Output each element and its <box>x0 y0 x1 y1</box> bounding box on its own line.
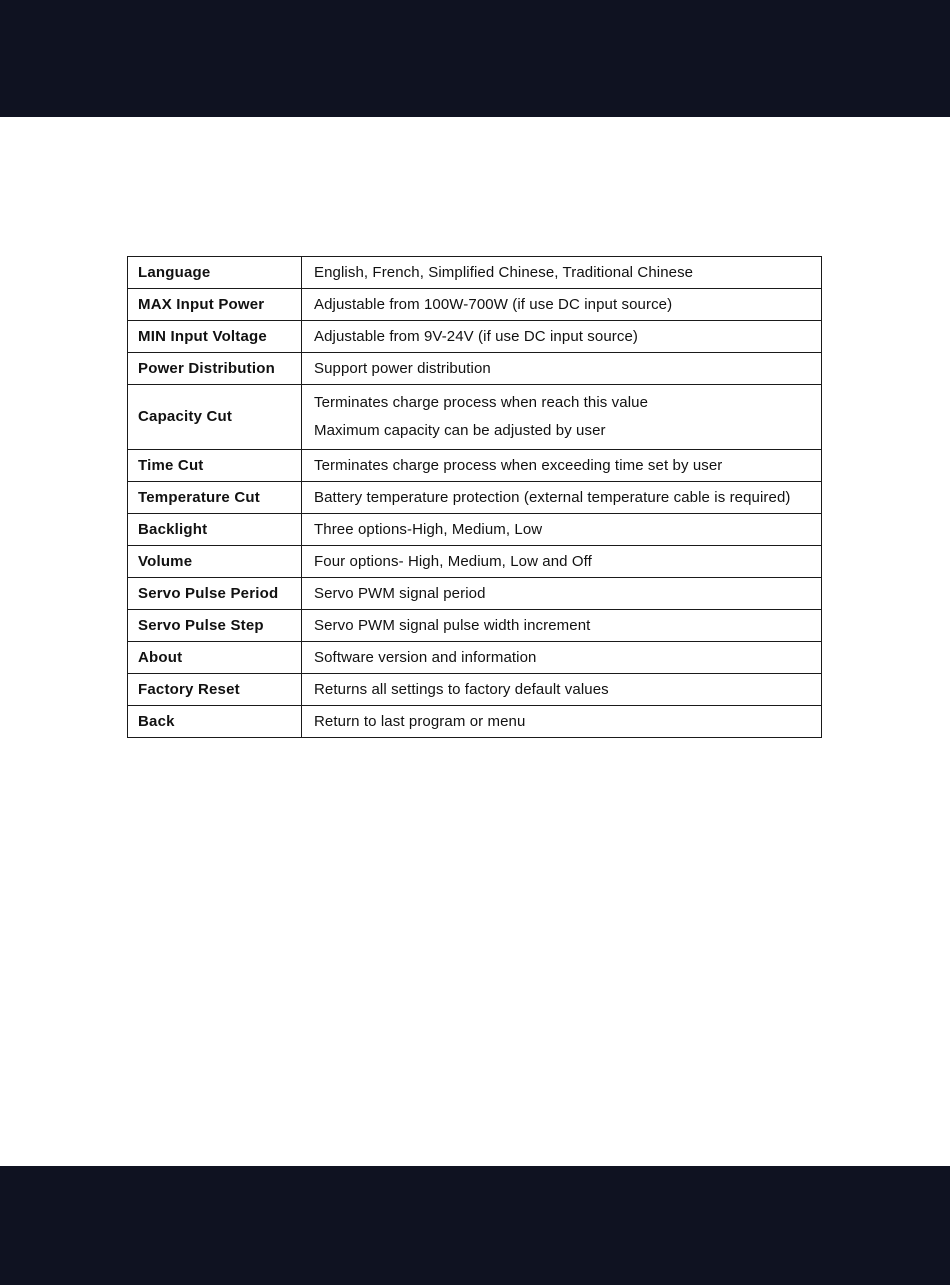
setting-description: Four options- High, Medium, Low and Off <box>302 546 822 578</box>
setting-description: Terminates charge process when reach this value Maximum capacity can be adjusted by user <box>302 385 822 450</box>
table-row <box>128 353 822 385</box>
table-row <box>128 642 822 674</box>
table-row <box>128 257 822 289</box>
setting-label: Power Distribution <box>128 353 302 385</box>
setting-label: MAX Input Power <box>128 289 302 321</box>
setting-label: Back <box>128 706 302 738</box>
table-row <box>128 514 822 546</box>
setting-label: Volume <box>128 546 302 578</box>
header-band <box>0 0 950 117</box>
table-row <box>128 706 822 738</box>
table-row <box>128 578 822 610</box>
settings-table <box>127 256 822 738</box>
setting-description: Terminates charge process when exceeding time set by user <box>302 450 822 482</box>
setting-description: Battery temperature protection (external temperature cable is required) <box>302 482 822 514</box>
footer-band <box>0 1166 950 1285</box>
setting-description: Adjustable from 100W-700W (if use DC input source) <box>302 289 822 321</box>
setting-label: Language <box>128 257 302 289</box>
setting-description: Software version and information <box>302 642 822 674</box>
table-row <box>128 610 822 642</box>
setting-description: Support power distribution <box>302 353 822 385</box>
table-row <box>128 546 822 578</box>
setting-description: Servo PWM signal pulse width increment <box>302 610 822 642</box>
setting-description: Three options-High, Medium, Low <box>302 514 822 546</box>
setting-label: Backlight <box>128 514 302 546</box>
setting-description: Return to last program or menu <box>302 706 822 738</box>
table-row <box>128 482 822 514</box>
setting-description: Returns all settings to factory default values <box>302 674 822 706</box>
setting-label: Servo Pulse Step <box>128 610 302 642</box>
table-row <box>128 321 822 353</box>
setting-label: Factory Reset <box>128 674 302 706</box>
setting-description: Servo PWM signal period <box>302 578 822 610</box>
setting-label: MIN Input Voltage <box>128 321 302 353</box>
setting-label: Time Cut <box>128 450 302 482</box>
table-row <box>128 289 822 321</box>
setting-label: Servo Pulse Period <box>128 578 302 610</box>
table-row <box>128 674 822 706</box>
table-row <box>128 450 822 482</box>
setting-description: Adjustable from 9V-24V (if use DC input source) <box>302 321 822 353</box>
setting-label: Capacity Cut <box>128 385 302 450</box>
table-row <box>128 385 822 450</box>
setting-label: Temperature Cut <box>128 482 302 514</box>
setting-label: About <box>128 642 302 674</box>
setting-description: English, French, Simplified Chinese, Traditional Chinese <box>302 257 822 289</box>
